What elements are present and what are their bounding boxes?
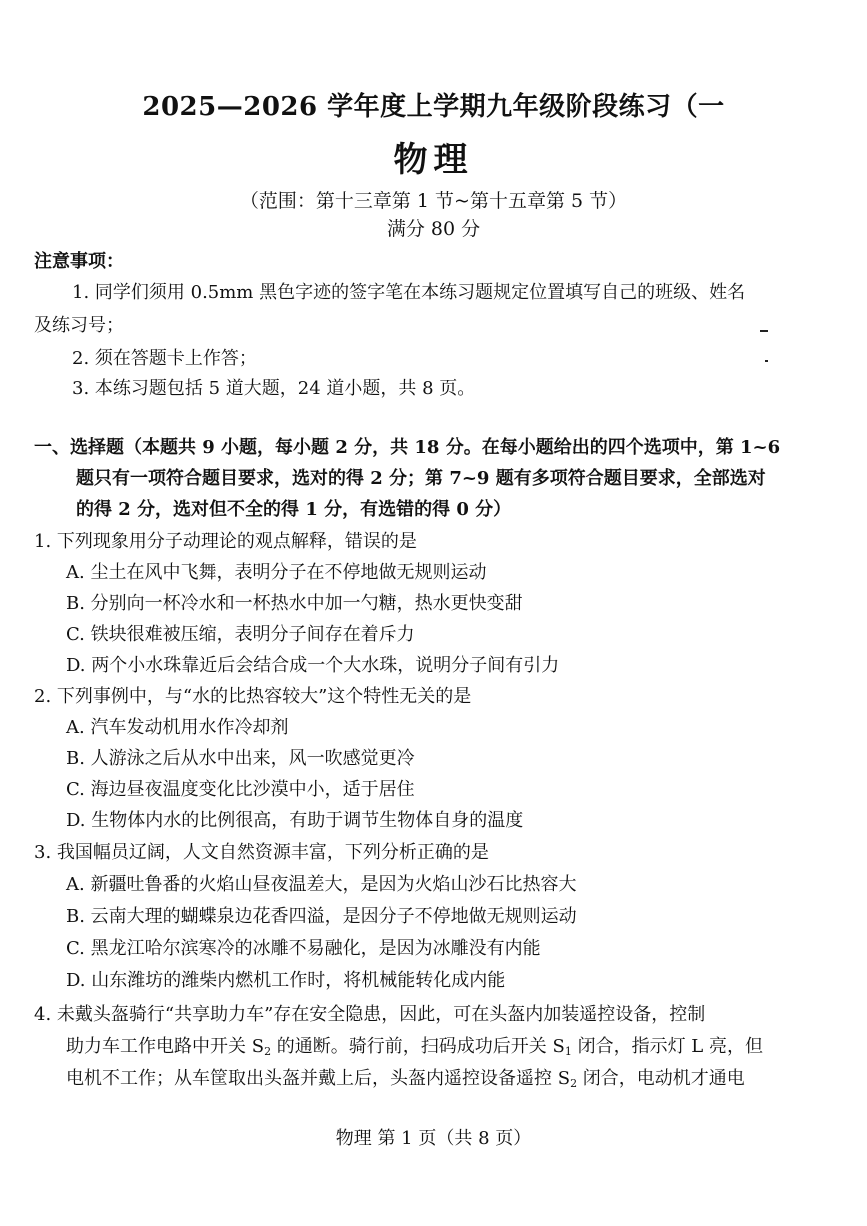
notice-item-1: 1. 同学们须用 0.5mm 黑色字迹的签字笔在本练习题规定位置填写自己的班级、姓名 [72,282,746,303]
question-4-stem-cont: 电机不工作；从车筐取出头盔并戴上后，头盔内遥控设备遥控 $S_2$ 闭合，电动机才通电 [66,1068,745,1090]
notice-item-3: 3. 本练习题包括 5 道大题，24 道小题，共 8 页。 [72,378,476,399]
question-2-option-b: B. 人游泳之后从水中出来，风一吹感觉更冷 [66,748,415,769]
section-1-heading-cont: 的得 2 分，选对但不全的得 1 分，有选错的得 0 分） [76,499,512,520]
notice-item-2: 2. 须在答题卡上作答； [72,348,257,369]
question-3-option-c: C. 黑龙江哈尔滨寒冷的冰雕不易融化，是因为冰雕没有内能 [66,938,541,959]
question-3-option-a: A. 新疆吐鲁番的火焰山昼夜温差大，是因为火焰山沙石比热容大 [66,874,577,895]
exam-title: 2025—2026 学年度上学期九年级阶段练习（一 [142,92,725,122]
question-2-option-d: D. 生物体内水的比例很高，有助于调节生物体自身的温度 [66,810,524,831]
question-2-option-a: A. 汽车发动机用水作冷却剂 [66,717,289,738]
notice-title: 注意事项： [34,251,124,272]
full-score: 满分 80 分 [386,218,481,240]
question-4-stem-cont: 助力车工作电路中开关 $S_2$ 的通断。骑行前，扫码成功后开关 $S_1$ 闭合，指示灯 L 亮，但 [66,1036,763,1058]
question-1-option-c: C. 铁块很难被压缩，表明分子间存在着斥力 [66,624,415,645]
exam-scope: （范围：第十三章第 1 节~第十五章第 5 节） [239,190,628,212]
question-3-option-b: B. 云南大理的蝴蝶泉边花香四溢，是因分子不停地做无规则运动 [66,906,577,927]
notice-item-1-cont: 及练习号； [34,315,124,336]
question-3-stem: 3. 我国幅员辽阔，人文自然资源丰富，下列分析正确的是 [34,842,489,863]
question-1-stem: 1. 下列现象用分子动理论的观点解释，错误的是 [34,531,417,552]
page-footer: 物理 第 1 页（共 8 页） [335,1128,532,1149]
question-2-option-c: C. 海边昼夜温度变化比沙漠中小，适于居住 [66,779,415,800]
question-4-stem: 4. 未戴头盔骑行“共享助力车”存在安全隐患，因此，可在头盔内加装遥控设备，控制 [34,1004,706,1025]
question-1-option-d: D. 两个小水珠靠近后会结合成一个大水珠，说明分子间有引力 [66,655,560,676]
section-1-heading: 一、选择题（本题共 9 小题，每小题 2 分，共 18 分。在每小题给出的四个选项中，第 1~6 [34,437,781,458]
scan-speck [760,330,768,332]
section-1-heading-cont: 题只有一项符合题目要求，选对的得 2 分；第 7~9 题有多项符合题目要求，全部选对 [76,468,766,489]
scan-speck [765,360,768,362]
question-2-stem: 2. 下列事例中，与“水的比热容较大”这个特性无关的是 [34,686,472,707]
question-1-option-a: A. 尘土在风中飞舞，表明分子在不停地做无规则运动 [66,562,487,583]
question-3-option-d: D. 山东潍坊的潍柴内燃机工作时，将机械能转化成内能 [66,970,506,991]
question-1-option-b: B. 分别向一杯冷水和一杯热水中加一勺糖，热水更快变甜 [66,593,523,614]
subject-title: 物理 [393,140,474,180]
